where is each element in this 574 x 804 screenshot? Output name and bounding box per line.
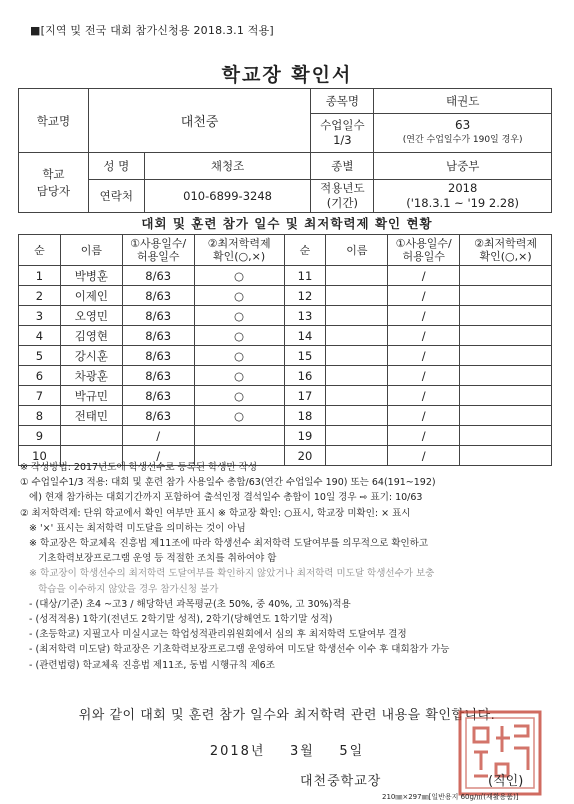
cell-no: 2 [19, 286, 61, 306]
cell-days: 8/63 [122, 326, 194, 346]
category-label: 종별 [311, 153, 374, 180]
sport-label: 종목명 [311, 89, 374, 114]
cell-check-right [460, 366, 552, 386]
cell-name-right [326, 306, 388, 326]
note-line: - (최저학력 미도달) 학교장은 기초학력보장프로그램 운영하여 미도달 학생선수 이수 후 대회참가 가능 [20, 644, 450, 656]
table-row [19, 306, 552, 326]
header-days: ①사용일수/ 허용일수 [122, 235, 194, 266]
cell-days: / [122, 426, 194, 446]
cell-days-right: / [388, 386, 460, 406]
cell-check: ○ [194, 406, 284, 426]
class-days-label-cell [311, 114, 374, 153]
cell-days-right: / [388, 446, 460, 466]
cell-name: 오영민 [60, 306, 122, 326]
info-table [18, 88, 552, 213]
header-check: ②최저학력제 확인(○,×) [194, 235, 284, 266]
cell-name: 전태민 [60, 406, 122, 426]
category-value: 남중부 [374, 153, 552, 180]
note-line: - (대상/기준) 초4 ~고3 / 해당학년 과목평균(초 50%, 중 40%, 고 30%)적용 [20, 598, 351, 610]
cell-no-right: 15 [284, 346, 326, 366]
cell-no: 6 [19, 366, 61, 386]
note-line: ② 최저학력제: 단위 학교에서 확인 여부만 표시 ※ 학교장 확인: ○표시, 학교장 미확인: × 표시 [20, 507, 411, 519]
class-days-value: 63 [455, 118, 471, 132]
cell-no-right: 12 [284, 286, 326, 306]
cell-no: 5 [19, 346, 61, 366]
cell-check: ○ [194, 306, 284, 326]
cell-days-right: / [388, 286, 460, 306]
cell-check-right [460, 406, 552, 426]
cell-days-right: / [388, 266, 460, 286]
cell-name: 이제인 [60, 286, 122, 306]
note-line: ※ 학교장이 학생선수의 최저학력 도달여부를 확인하지 않았거나 최저학력 미도달 학생선수가 보충 [20, 568, 435, 580]
cell-name-right [326, 326, 388, 346]
cell-days-right: / [388, 426, 460, 446]
cell-name-right [326, 406, 388, 426]
cell-name-right [326, 426, 388, 446]
cell-days-right: / [388, 406, 460, 426]
cell-no: 7 [19, 386, 61, 406]
cell-days: 8/63 [122, 366, 194, 386]
page-title: 학교장 확인서 [221, 64, 353, 86]
note-line: 에) 현재 참가하는 대회기간까지 포함하여 출석인정 결석일수 총합이 10일 경우 ⇨ 표기: 10/63 [20, 492, 423, 504]
cell-name: 박규민 [60, 386, 122, 406]
header-check-right: ②최저학력제 확인(○,×) [460, 235, 552, 266]
note-line: - (초등학교) 지필고사 미실시교는 학업성적관리위원회에서 심의 후 최저학력 도달여부 결정 [20, 629, 407, 641]
note-line: ※ '×' 표시는 최저학력 미도달을 의미하는 것이 아님 [20, 522, 246, 534]
contact-value: 010-6899-3248 [144, 180, 311, 213]
cell-check-right [460, 426, 552, 446]
cell-name: 강시훈 [60, 346, 122, 366]
class-days-value-cell [374, 114, 552, 153]
cell-no-right: 14 [284, 326, 326, 346]
note-line: ※ 작성방법: 2017년도에 학생선수로 등록된 학생만 작성 [20, 462, 257, 473]
confirm-statement: 위와 같이 대회 및 훈련 참가 일수와 최저학력 관련 내용을 확인합니다. [78, 708, 496, 723]
class-days-label: 수업일수 [320, 118, 365, 132]
table-row [19, 326, 552, 346]
cell-days: 8/63 [122, 386, 194, 406]
note-line: 기초학력보장프로그램 운영 등 적절한 조치를 취하여야 함 [20, 553, 277, 565]
section-subtitle: 대회 및 훈련 참가 일수 및 최저학력제 확인 현황 [141, 216, 433, 231]
cell-check [194, 426, 284, 446]
cell-check-right [460, 266, 552, 286]
cell-days-right: / [388, 306, 460, 326]
table-row [19, 366, 552, 386]
class-days-ratio: 1/3 [333, 133, 352, 147]
school-label: 학교명 [19, 89, 89, 153]
year-label: 적용년도 (기간) [311, 180, 374, 213]
cell-name-right [326, 386, 388, 406]
sport-value: 태권도 [374, 89, 552, 114]
cell-days-right: / [388, 326, 460, 346]
cell-name: 박병훈 [60, 266, 122, 286]
cell-check-right [460, 326, 552, 346]
header-no-right: 순 [284, 235, 326, 266]
cell-no-right: 11 [284, 266, 326, 286]
cell-check: ○ [194, 346, 284, 366]
cell-days-right: / [388, 346, 460, 366]
table-row [19, 386, 552, 406]
note-line: - (성적적용) 1학기(전년도 2학기말 성적), 2학기(당해연도 1학기말 성적) [20, 614, 333, 626]
cell-no-right: 19 [284, 426, 326, 446]
cell-no: 9 [19, 426, 61, 446]
cell-no-right: 13 [284, 306, 326, 326]
cell-name-right [326, 266, 388, 286]
cell-days: 8/63 [122, 266, 194, 286]
header-no: 순 [19, 235, 61, 266]
header-note: ■[지역 및 전국 대회 참가신청용 2018.3.1 적용] [30, 24, 274, 37]
cell-days: 8/63 [122, 286, 194, 306]
cell-name: 차광훈 [60, 366, 122, 386]
table-row [19, 286, 552, 306]
cell-check: ○ [194, 366, 284, 386]
cell-no: 8 [19, 406, 61, 426]
cell-name-right [326, 366, 388, 386]
cell-check-right [460, 346, 552, 366]
year-cell [374, 180, 552, 213]
cell-name: 김영현 [60, 326, 122, 346]
contact-label: 연락처 [88, 180, 144, 213]
notes-block [20, 460, 560, 673]
table-row [19, 266, 552, 286]
cell-check-right [460, 386, 552, 406]
issue-date: 2018년 3월 5일 [209, 744, 365, 759]
cell-no: 3 [19, 306, 61, 326]
note-line: 학습을 이수하지 않았을 경우 참가신청 불가 [20, 583, 219, 595]
cell-name-right [326, 346, 388, 366]
cell-check: ○ [194, 386, 284, 406]
period-value: ('18.3.1 ~ '19 2.28) [406, 196, 519, 210]
cell-days-right: / [388, 366, 460, 386]
table-row [19, 406, 552, 426]
cell-days: 8/63 [122, 346, 194, 366]
name-label: 성 명 [88, 153, 144, 180]
cell-check-right [460, 286, 552, 306]
header-days-right: ①사용일수/ 허용일수 [388, 235, 460, 266]
header-name: 이름 [60, 235, 122, 266]
cell-no-right: 16 [284, 366, 326, 386]
manager-label: 학교 담당자 [19, 153, 89, 213]
cell-name-right [326, 286, 388, 306]
class-days-note: (연간 수업일수가 190일 경우) [402, 135, 523, 145]
paper-size-note: 210㎜×297㎜[일반용지 60g/㎡(재활용품)] [382, 793, 519, 801]
table-row [19, 346, 552, 366]
participation-table [18, 234, 552, 466]
cell-no-right: 20 [284, 446, 326, 466]
cell-check: ○ [194, 326, 284, 346]
note-line: - (관련법령) 학교체육 진흥법 제11조, 동법 시행규칙 제6조 [20, 659, 275, 671]
table-row [19, 426, 552, 446]
cell-check-right [460, 306, 552, 326]
cell-days: 8/63 [122, 406, 194, 426]
cell-check: ○ [194, 266, 284, 286]
principal-name: 대천중학교장 [300, 774, 382, 789]
note-line: ※ 학교장은 학교체육 진흥법 제11조에 따라 학생선수 최저학력 도달여부를 의무적으로 확인하고 [20, 538, 429, 550]
cell-no-right: 18 [284, 406, 326, 426]
note-line: ① 수업일수1/3 적용: 대회 및 훈련 참가 사용일수 총합/63(연간 수업일수 190) 또는 64(191~192) [20, 477, 436, 489]
cell-no: 1 [19, 266, 61, 286]
cell-days: 8/63 [122, 306, 194, 326]
school-name: 대천중 [88, 89, 311, 153]
cell-no: 4 [19, 326, 61, 346]
cell-name [60, 426, 122, 446]
seal-label: (직인) [488, 774, 524, 789]
header-name-right: 이름 [326, 235, 388, 266]
cell-check: ○ [194, 286, 284, 306]
year-value: 2018 [448, 181, 478, 195]
name-value: 채청조 [144, 153, 311, 180]
cell-no-right: 17 [284, 386, 326, 406]
cell-days: / [122, 446, 194, 466]
cell-no: 10 [19, 446, 61, 466]
